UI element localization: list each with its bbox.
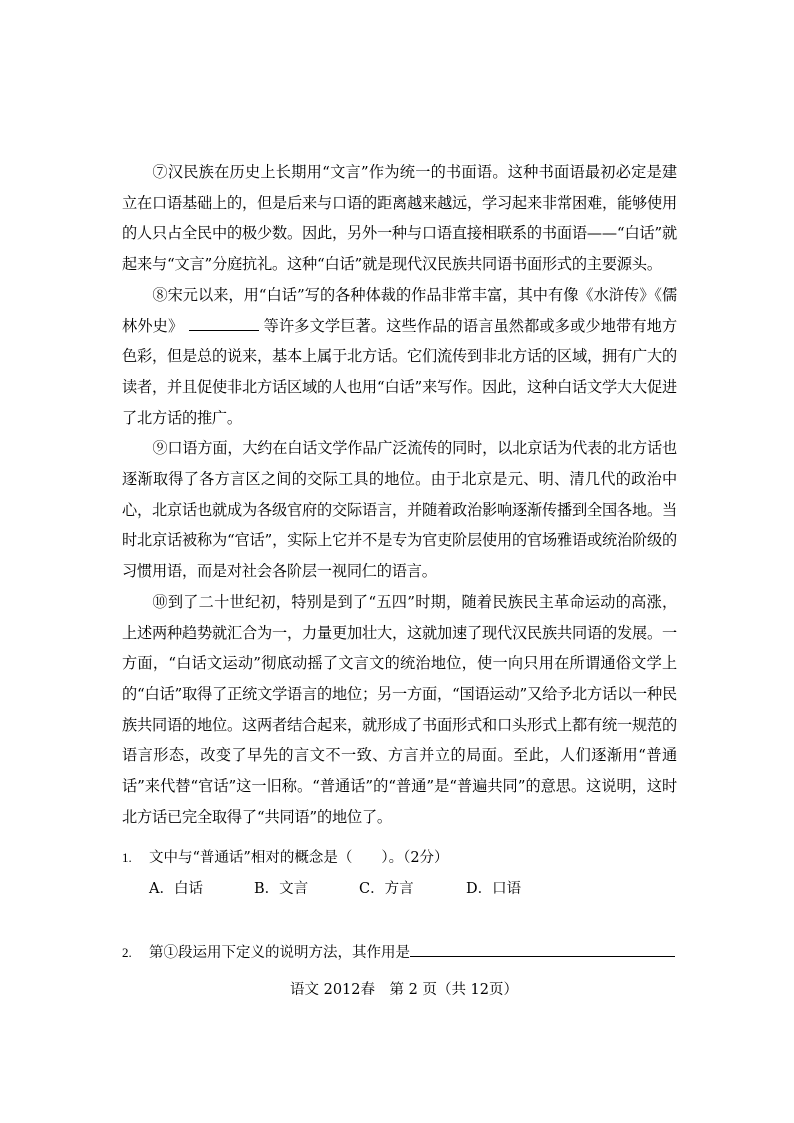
paragraph-8-part-1: ⑧宋元以来，用“白话”写的各种体裁的作品非常丰富，其中有像《水浒传》《儒林外史》 xyxy=(122,285,677,335)
question-1-text: 文中与“普通话”相对的概念是（ ）。（2分） xyxy=(149,850,449,866)
question-2-number: 2. xyxy=(122,945,132,960)
paragraph-10: ⑩到了二十世纪初，特别是到了“五四”时期，随着民族民主革命运动的高涨，上述两种趋势就汇合为一，力量更加壮大，这就加速了现代汉民族共同语的发展。一方面，“白话文运动”彻底动摇了文言文的统治地位，使一向只用在所谓通俗文学上的“白话”取得了正统文学语言的地位；另一方面，“国语运动”又给予北方话以一种民族共同语的地位。这两者结合起来，就形成了书面形式和口头形式上都有统一规范的语言形态，改变了早先的言文不一致、方言并立的局面。至此，人们逐渐用“普通话”来代替“官话”这一旧称。“普通话”的“普通”是“普遍共同”的意思。这说明，这时北方话已完全取得了“共同语”的地位了。 xyxy=(122,592,677,826)
paragraph-8-part-2: 等许多文学巨著。这些作品的语言虽然都或多或少地带有地方色彩，但是总的说来，基本上属于北方话。它们流传到非北方话的区域，拥有广大的读者，并且促使非北方话区域的人也用“白话”来写作。因此，这种白话文学大大促进了北方话的推广。 xyxy=(122,316,677,427)
paragraph-7: ⑦汉民族在历史上长期用“文言”作为统一的书面语。这种书面语最初必定是建立在口语基础上的，但是后来与口语的距离越来越远，学习起来非常困难，能够使用的人只占全民中的极少数。因此，另外一种与口语直接相联系的书面语——“白话”就起来与“文言”分庭抗礼。这种“白话”就是现代汉民族共同语书面形式的主要源头。 xyxy=(122,163,677,274)
option-a: A．白话 xyxy=(149,881,203,897)
paragraph-9: ⑨口语方面，大约在白话文学作品广泛流传的同时，以北京话为代表的北方话也逐渐取得了各方言区之间的交际工具的地位。由于北京是元、明、清几代的政治中心，北京话也就成为各级官府的交际语言，并随着政治影响逐渐传播到全国各地。当时北京话被称为“官话”，实际上它并不是专为官吏阶层使用的官场雅语或统治阶级的习惯用语，而是对社会各阶层一视同仁的语言。 xyxy=(122,439,677,581)
answer-line xyxy=(410,939,675,957)
question-2 xyxy=(122,939,682,965)
option-b: B．文言 xyxy=(254,881,309,897)
question-1 xyxy=(122,846,677,870)
question-2-text: 第①段运用下定义的说明方法，其作用是 xyxy=(149,945,410,961)
fill-in-blank xyxy=(189,316,259,331)
option-c: C．方言 xyxy=(359,881,414,897)
question-1-options xyxy=(149,877,521,901)
paragraph-8 xyxy=(122,280,677,434)
question-1-number: 1. xyxy=(122,850,132,865)
option-d: D．口语 xyxy=(466,881,522,897)
page-footer: 语文 2012春 第 2 页（共 12页） xyxy=(289,982,518,998)
reading-passage xyxy=(122,157,677,832)
